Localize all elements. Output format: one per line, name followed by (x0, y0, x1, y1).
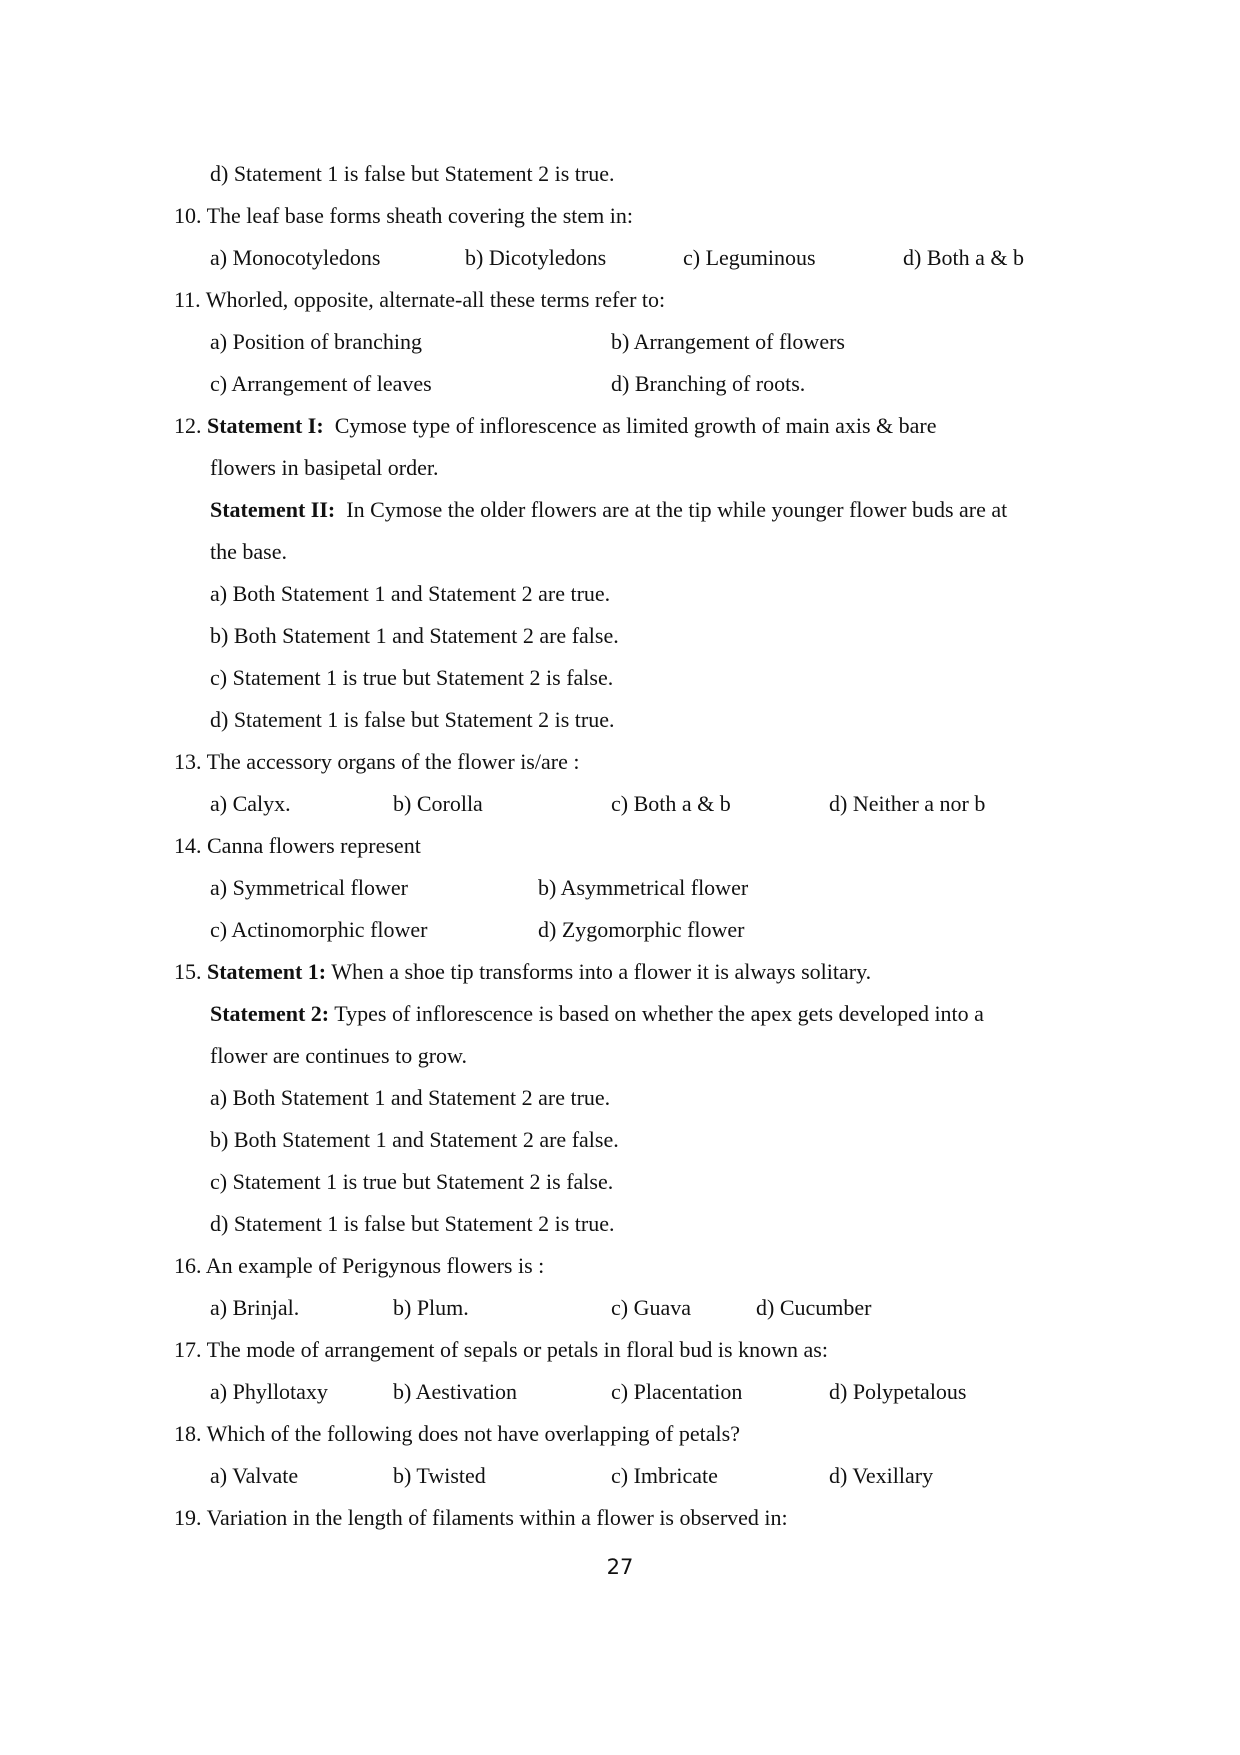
q18-option-b: b) Twisted (393, 1463, 486, 1488)
page-number: 27 (606, 1555, 634, 1579)
q12-statement1-label: Statement I: (207, 413, 324, 438)
q18-option-d: d) Vexillary (829, 1463, 934, 1488)
question-15-statement-1 (174, 958, 871, 986)
q12-statement2-line2: the base. (210, 539, 287, 564)
q10-option-b: b) Dicotyledons (465, 245, 607, 270)
q10-option-d: d) Both a & b (903, 245, 1024, 270)
question-13-text: 13. The accessory organs of the flower is/are : (174, 749, 580, 774)
q15-statement2-label: Statement 2: (210, 1001, 330, 1026)
q17-option-b: b) Aestivation (393, 1379, 518, 1404)
q15-statement1-line1: When a shoe tip transforms into a flower it is always solitary. (331, 959, 872, 984)
q11-option-d: d) Branching of roots. (611, 371, 806, 396)
question-14-text: 14. Canna flowers represent (174, 833, 421, 858)
q15-option-d: d) Statement 1 is false but Statement 2 is true. (210, 1211, 615, 1236)
q14-option-c: c) Actinomorphic flower (210, 917, 428, 942)
q11-option-b: b) Arrangement of flowers (611, 329, 845, 354)
q12-statement2-line1: In Cymose the older flowers are at the tip while younger flower buds are at (346, 497, 1008, 522)
q17-option-d: d) Polypetalous (829, 1379, 967, 1404)
q13-option-b: b) Corolla (393, 791, 483, 816)
q16-option-b: b) Plum. (393, 1295, 469, 1320)
q12-statement1-line2: flowers in basipetal order. (210, 455, 439, 480)
q12-option-b: b) Both Statement 1 and Statement 2 are false. (210, 623, 619, 648)
q15-statement2-line2: flower are continues to grow. (210, 1043, 467, 1068)
q18-option-a: a) Valvate (210, 1463, 299, 1488)
q13-option-a: a) Calyx. (210, 791, 291, 816)
q13-option-c: c) Both a & b (611, 791, 731, 816)
q10-option-a: a) Monocotyledons (210, 245, 381, 270)
question-12-statement-2 (210, 496, 1007, 524)
q11-option-c: c) Arrangement of leaves (210, 371, 432, 396)
question-10-text: 10. The leaf base forms sheath covering the stem in: (174, 203, 634, 228)
q17-option-c: c) Placentation (611, 1379, 743, 1404)
q18-option-c: c) Imbricate (611, 1463, 718, 1488)
q15-option-a: a) Both Statement 1 and Statement 2 are true. (210, 1085, 611, 1110)
q14-option-a: a) Symmetrical flower (210, 875, 408, 900)
q12-option-a: a) Both Statement 1 and Statement 2 are true. (210, 581, 611, 606)
carry-over-option-d: d) Statement 1 is false but Statement 2 is true. (210, 161, 615, 186)
q12-option-c: c) Statement 1 is true but Statement 2 is false. (210, 665, 614, 690)
q16-option-d: d) Cucumber (756, 1295, 872, 1320)
q15-option-b: b) Both Statement 1 and Statement 2 are false. (210, 1127, 619, 1152)
q12-option-d: d) Statement 1 is false but Statement 2 is true. (210, 707, 615, 732)
question-11-text: 11. Whorled, opposite, alternate-all these terms refer to: (174, 287, 666, 312)
q15-statement2-line1: Types of inflorescence is based on whether the apex gets developed into a (334, 1001, 984, 1026)
question-12-statement-1 (174, 412, 936, 440)
q10-option-c: c) Leguminous (683, 245, 816, 270)
question-17-text: 17. The mode of arrangement of sepals or petals in floral bud is known as: (174, 1337, 828, 1362)
question-15-statement-2 (210, 1000, 984, 1028)
q11-option-a: a) Position of branching (210, 329, 423, 354)
q16-option-a: a) Brinjal. (210, 1295, 300, 1320)
q17-option-a: a) Phyllotaxy (210, 1379, 328, 1404)
question-16-text: 16. An example of Perigynous flowers is : (174, 1253, 545, 1278)
q15-number: 15. (174, 959, 202, 984)
question-19-text: 19. Variation in the length of filaments within a flower is observed in: (174, 1505, 788, 1530)
q15-option-c: c) Statement 1 is true but Statement 2 is false. (210, 1169, 614, 1194)
q12-statement1-line1: Cymose type of inflorescence as limited growth of main axis & bare (334, 413, 937, 438)
q15-statement1-label: Statement 1: (207, 959, 327, 984)
q12-statement2-label: Statement II: (210, 497, 336, 522)
q12-number: 12. (174, 413, 202, 438)
q14-option-b: b) Asymmetrical flower (538, 875, 749, 900)
question-18-text: 18. Which of the following does not have overlapping of petals? (174, 1421, 740, 1446)
q14-option-d: d) Zygomorphic flower (538, 917, 745, 942)
q16-option-c: c) Guava (611, 1295, 692, 1320)
q13-option-d: d) Neither a nor b (829, 791, 986, 816)
